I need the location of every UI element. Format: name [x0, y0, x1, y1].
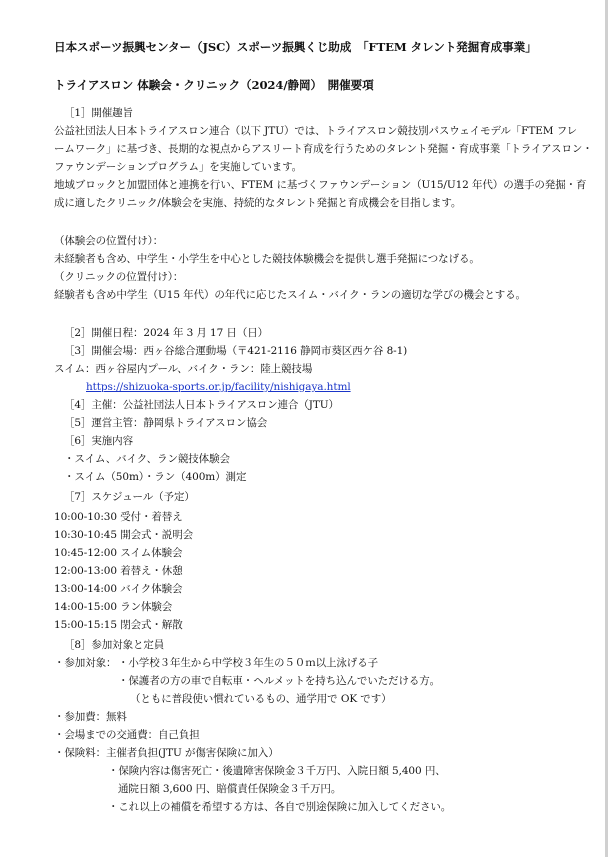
section-3-detail: スイム：西ヶ谷屋内プール、バイク・ラン：陸上競技場: [54, 363, 313, 375]
section-2-date: ［2］開催日程：2024 年 3 月 17 日（日）: [64, 327, 269, 339]
target-line: ・保護者の方の車で自転車・ヘルメットを持ち込んでいただける方。: [118, 675, 441, 687]
section-1-line: 地域ブロックと加盟団体と連携を行い、FTEM に基づくファウンデーション（U15/U12 年代）の選手の発掘・育: [54, 179, 587, 191]
venue-link[interactable]: https://shizuoka-sports.or.jp/facility/nishigaya.html: [86, 381, 351, 393]
document-title: 日本スポーツ振興センター（JSC）スポーツ振興くじ助成 「FTEM タレント発掘育成事業」: [54, 40, 537, 54]
section-1-line: ームワーク」に基づき、長期的な視点からアスリート育成を行うためのタレント発掘・育成事業「トライアスロン・: [54, 143, 593, 155]
transport-line: ・会場までの交通費：自己負担: [54, 729, 200, 741]
section-6-heading: ［6］実施内容: [64, 435, 133, 447]
section-1-line: 成に適したクリニック/体験会を実施、持続的なタレント発掘と育成機会を目指します。: [54, 197, 462, 209]
schedule-item: 10:30-10:45 開会式・説明会: [54, 529, 194, 541]
schedule-item: 14:00-15:00 ラン体験会: [54, 601, 173, 613]
section-1-line: 公益社団法人日本トライアスロン連合（以下 JTU）では、トライアスロン競技別パスウェイモデル「FTEM フレ: [54, 125, 578, 137]
target-line: ・小学校３年生から中学校３年生の５０ｍ以上泳げる子: [118, 657, 378, 669]
content-item: ・スイム（50m）・ラン（400m）測定: [64, 471, 247, 483]
insurance-detail: ・保険内容は傷害死亡・後遺障害保険金３千万円、入院日額 5,400 円、: [108, 765, 446, 777]
taikenkai-heading: （体験会の位置付け）：: [54, 235, 164, 247]
section-3-venue: ［3］開催会場：西ヶ谷総合運動場（〒421-2116 静岡市葵区西ケ谷 8-1): [64, 345, 408, 357]
section-7-heading: ［7］スケジュール（予定）: [64, 491, 195, 503]
schedule-item: 15:00-15:15 閉会式・解散: [54, 619, 183, 631]
taikenkai-text: 未経験者も含め、中学生・小学生を中心とした競技体験機会を提供し選手発掘につなげる。: [54, 253, 480, 265]
clinic-heading: （クリニックの位置付け）：: [54, 271, 184, 283]
insurance-line: ・保険料：主催者負担(JTU が傷害保険に加入）: [54, 747, 279, 759]
schedule-item: 13:00-14:00 バイク体験会: [54, 583, 183, 595]
content-item: ・スイム、バイク、ラン競技体験会: [64, 453, 230, 465]
document-subtitle: トライアスロン 体験会・クリニック（2024/静岡） 開催要項: [54, 78, 374, 92]
schedule-item: 10:45-12:00 スイム体験会: [54, 547, 183, 559]
insurance-detail: 通院日額 3,600 円、賠償責任保険金３千万円。: [118, 783, 342, 795]
section-4-organizer: ［4］主催：公益社団法人日本トライアスロン連合（JTU）: [64, 399, 339, 411]
schedule-item: 10:00-10:30 受付・着替え: [54, 511, 183, 523]
section-1-heading: ［1］開催趣旨: [64, 107, 133, 119]
target-label: ・参加対象：: [54, 657, 117, 669]
insurance-detail: ・これ以上の補償を希望する方は、各自で別途保険に加入してください。: [108, 801, 452, 813]
schedule-item: 12:00-13:00 着替え・休憩: [54, 565, 183, 577]
section-1-line: ファウンデーションプログラム」を実施しています。: [54, 161, 303, 173]
clinic-text: 経験者も含め中学生（U15 年代）の年代に応じたスイム・バイク・ランの適切な学びの機会とする。: [54, 289, 526, 301]
fee-line: ・参加費：無料: [54, 711, 127, 723]
target-line: （ともに普段使い慣れているもの、通学用で OK です）: [130, 693, 392, 705]
section-8-heading: ［8］参加対象と定員: [64, 639, 165, 651]
section-5-management: ［5］運営主管：静岡県トライアスロン協会: [64, 417, 268, 429]
